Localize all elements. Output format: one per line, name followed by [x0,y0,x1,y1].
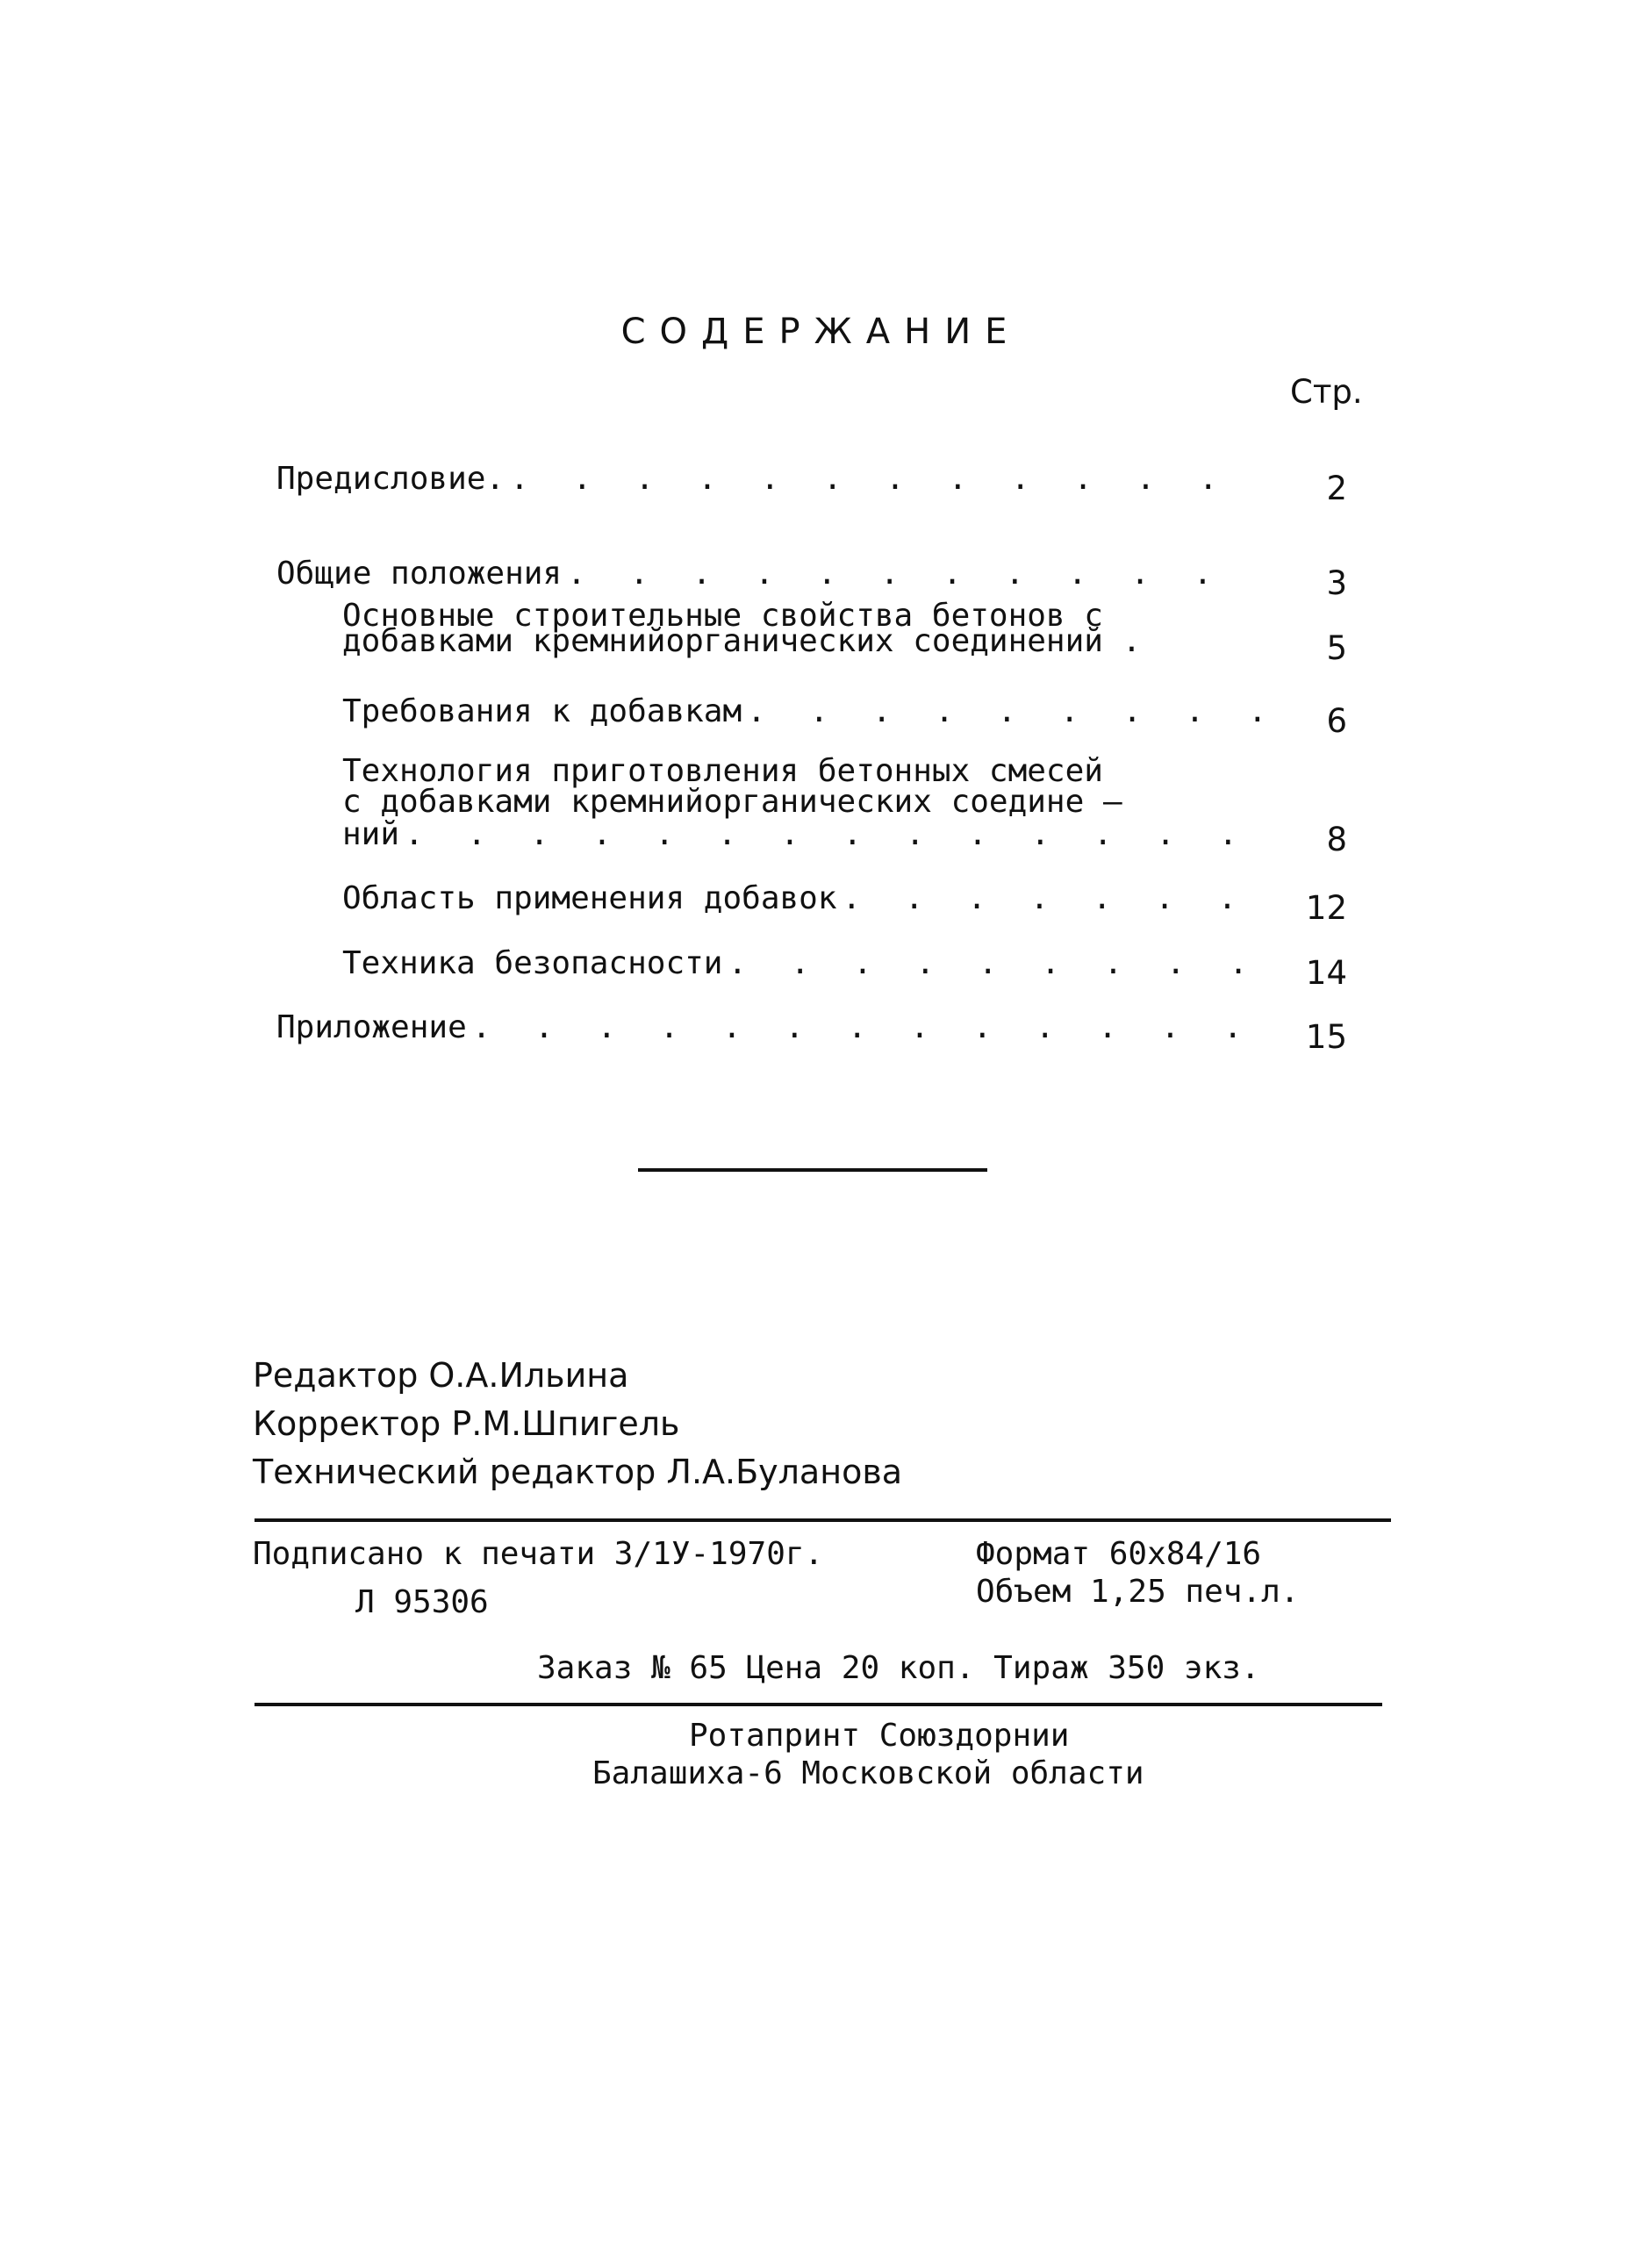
toc-entry-title: Общие положения [276,556,563,592]
imprint-bottom-rule [255,1703,1382,1706]
toc-entry-title: Приложение [276,1009,467,1045]
dot-leader [728,945,1259,981]
dot-leader [510,461,1251,497]
dot-leader [747,693,1259,729]
toc-entry-technology-line3 [342,816,1259,852]
imprint-city: Балашиха-6 Московской области [592,1755,1144,1791]
imprint-top-rule [255,1518,1391,1522]
imprint-license: Л 95306 [355,1584,489,1620]
toc-entry-title: Требования к добавкам [342,693,742,729]
section-divider [638,1168,987,1172]
toc-entry-general [276,556,1251,592]
toc-entry-technology-line2: с добавками кремнийорганических соедине – [342,784,1122,820]
toc-page-number: 12 [1305,889,1347,927]
toc-page-number: 5 [1326,629,1347,667]
imprint-volume: Объем 1,25 печ.л. [976,1574,1300,1610]
imprint-signed: Подписано к печати 3/1У-1970г. [253,1536,824,1572]
credit-tech-editor: Технический редактор Л.А.Буланова [253,1453,902,1491]
dot-leader [567,556,1251,592]
toc-entry-title: Техника безопасности [342,945,723,981]
toc-entry-technology-line1: Технология приготовления бетонных смесей [342,753,1103,789]
dot-leader [843,880,1259,916]
toc-entry-appendix [276,1009,1259,1045]
toc-entry-application [342,880,1259,916]
imprint-format: Формат 60х84/16 [976,1536,1262,1572]
toc-entry-title: Область применения добавок [342,880,837,916]
toc-entry-title: Предисловие. [276,461,506,497]
toc-entry-preface [276,461,1251,497]
toc-page-number: 14 [1305,954,1347,992]
toc-entry-title: ний [342,816,400,852]
toc-entry-properties-line1: Основные строительные свойства бетонов с [342,598,1103,634]
page-column-label: Стр. [1290,373,1363,411]
credit-editor: Редактор О.А.Ильина [253,1356,629,1395]
toc-entry-safety [342,945,1259,981]
toc-page-number: 8 [1326,821,1347,858]
toc-heading: СОДЕРЖАНИЕ [620,312,1022,352]
toc-entry-properties-line2: добавками кремнийорганических соединений . [342,623,1142,659]
imprint-order-line: Заказ № 65 Цена 20 коп. Тираж 350 экз. [537,1650,1260,1686]
toc-page-number: 3 [1326,564,1347,602]
credit-corrector: Корректор Р.М.Шпигель [253,1404,680,1443]
toc-entry-requirements [342,693,1259,729]
dot-leader [405,816,1259,852]
dot-leader [472,1009,1259,1045]
toc-page-number: 6 [1326,702,1347,740]
imprint-printer: Ротапринт Союздорнии [689,1718,1070,1754]
toc-page-number: 2 [1326,470,1347,507]
toc-page-number: 15 [1305,1018,1347,1056]
